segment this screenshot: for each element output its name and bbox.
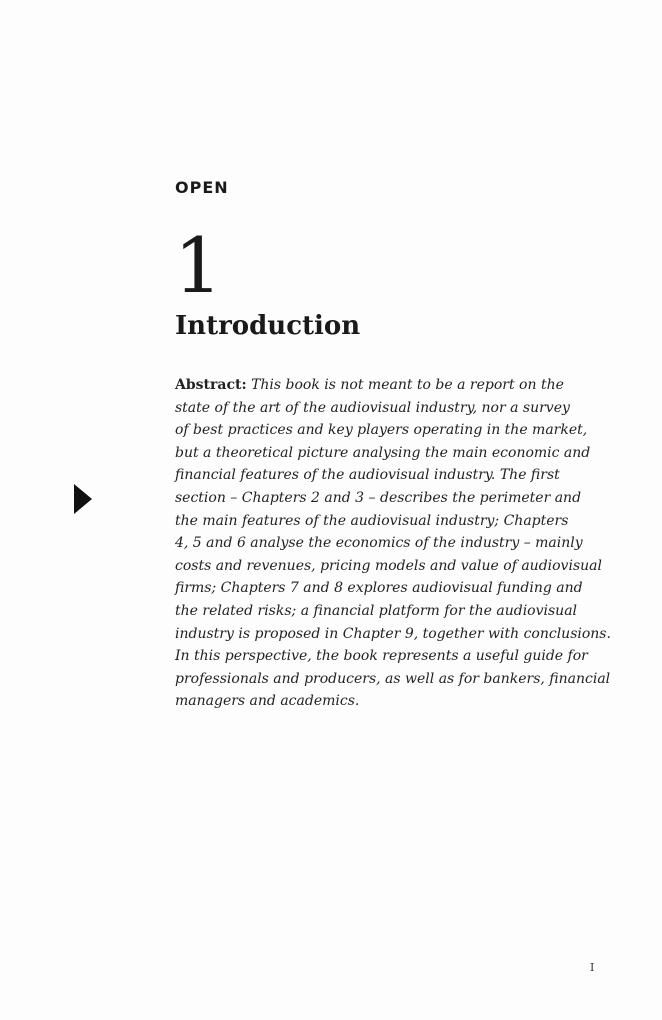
- abstract-block: [175, 374, 611, 713]
- abstract-line: of best practices and key players operating in the market,: [175, 422, 588, 439]
- abstract-line: but a theoretical picture analysing the main economic and: [175, 444, 591, 461]
- abstract-line: costs and revenues, pricing models and value of audiovisual: [175, 557, 602, 574]
- abstract-label: Abstract:: [175, 377, 247, 393]
- abstract-line: industry is proposed in Chapter 9, together with conclusions.: [175, 625, 611, 642]
- abstract-line: 4, 5 and 6 analyse the economics of the industry – mainly: [175, 535, 583, 552]
- abstract-first-line: [175, 374, 585, 397]
- page-number: I: [590, 961, 595, 974]
- abstract-line: financial features of the audiovisual industry. The first: [175, 467, 560, 484]
- chapter-number: 1: [174, 221, 223, 310]
- abstract-line: the main features of the audiovisual industry; Chapters: [175, 512, 569, 529]
- open-access-label: OPEN: [175, 178, 229, 197]
- abstract-line: professionals and producers, as well as for bankers, financial: [175, 670, 611, 687]
- abstract-line: managers and academics.: [175, 693, 360, 710]
- abstract-first-line-text: This book is not meant to be a report on the: [251, 377, 564, 393]
- abstract-line: state of the art of the audiovisual industry, nor a survey: [175, 399, 570, 416]
- abstract-line: section – Chapters 2 and 3 – describes the perimeter and: [175, 489, 582, 506]
- triangle-marker-icon: [74, 484, 92, 514]
- abstract-line: firms; Chapters 7 and 8 explores audiovisual funding and: [175, 580, 583, 597]
- abstract-line: the related risks; a financial platform for the audiovisual: [175, 602, 578, 619]
- abstract-line: In this perspective, the book represents a useful guide for: [175, 648, 588, 665]
- chapter-title: Introduction: [175, 311, 361, 341]
